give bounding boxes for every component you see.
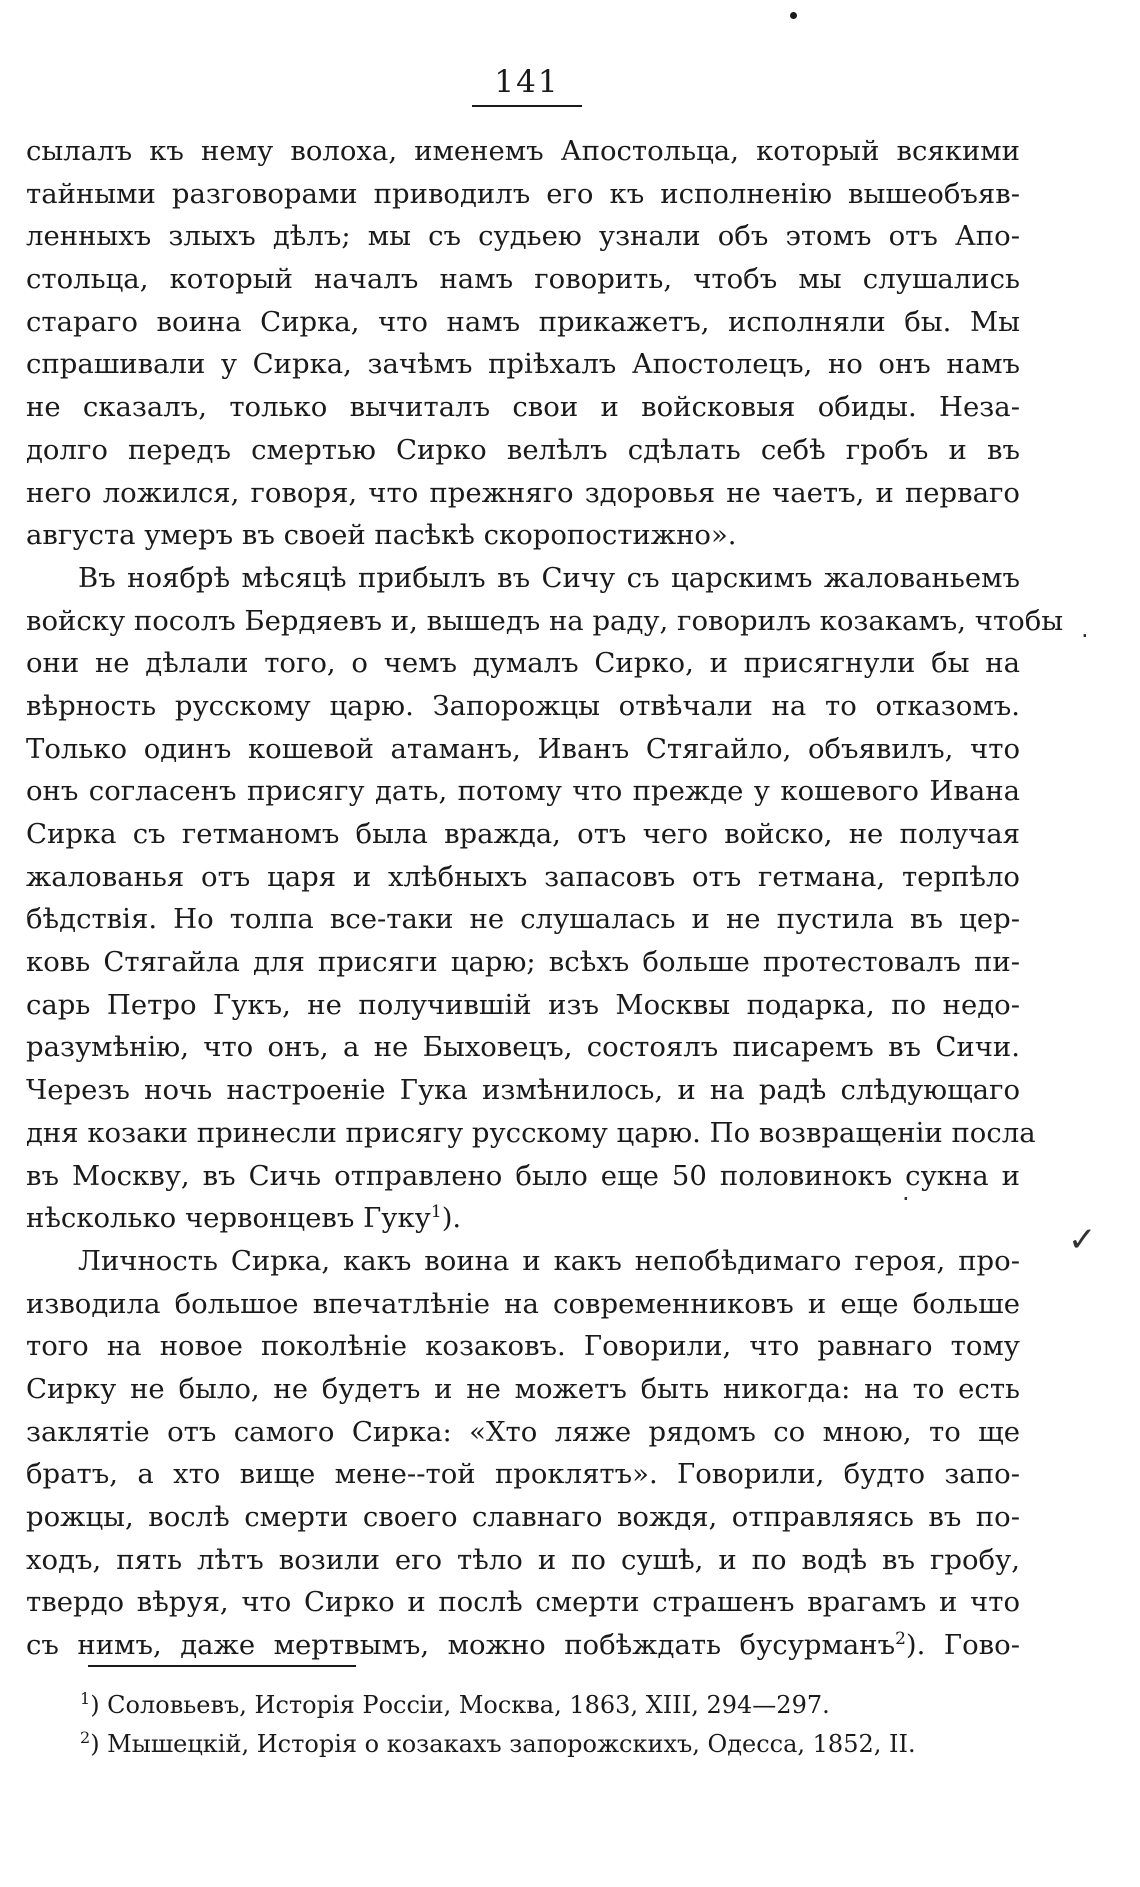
- text-line: [26, 770, 1020, 813]
- text-line-content: него ложился, говоря, что прежняго здоровья не чаетъ, и перваго: [26, 476, 1020, 509]
- text-line-content: разумѣнію, что онъ, а не Быховецъ, состоялъ писаремъ въ Сичи.: [26, 1031, 1020, 1064]
- text-line: [26, 642, 1020, 685]
- text-line-content: сарь Петро Гукъ, не получившій изъ Москвы подарка, по недо-: [26, 988, 1020, 1021]
- text-line: [26, 898, 1020, 941]
- text-line-content: августа умеръ въ своей пасѣкѣ скоропостижно».: [26, 519, 737, 552]
- text-line: [26, 1283, 1020, 1326]
- text-line: [26, 1112, 1036, 1155]
- text-line: [26, 173, 1020, 216]
- page-number-underline: [472, 105, 582, 107]
- text-line-content: того на новое поколѣніе козаковъ. Говорили, что равнаго тому: [26, 1330, 1020, 1363]
- body-text: [26, 130, 1064, 1667]
- margin-dot: ·: [1081, 622, 1089, 650]
- text-line-tail: ). Гово-: [905, 1629, 1020, 1662]
- text-line: [26, 472, 1020, 515]
- text-line: [26, 258, 1020, 301]
- text-line-tail: ).: [441, 1202, 462, 1235]
- footnote: [80, 1725, 980, 1764]
- text-line-content: Сирка съ гетманомъ была вражда, отъ чего войско, не получая: [26, 818, 1020, 850]
- footnote-separator: [88, 1665, 356, 1667]
- text-line: [26, 215, 1020, 258]
- text-line: [26, 130, 1020, 173]
- text-line-content: Сирку не было, не будетъ и не можетъ быть никогда: на то есть: [26, 1372, 1020, 1405]
- text-line-content: не сказалъ, только вычиталъ свои и войсковыя обиды. Неза-: [26, 391, 1020, 424]
- text-line: [26, 514, 1020, 557]
- text-line: [26, 941, 1020, 984]
- text-line: [26, 429, 1020, 472]
- text-line-content: Личность Сирка, какъ воина и какъ непобѣдимаго героя, про-: [78, 1244, 1020, 1277]
- text-line-content: изводила большое впечатлѣніе на современниковъ и еще больше: [26, 1287, 1020, 1320]
- text-line: [26, 1069, 1020, 1112]
- footnote: [80, 1686, 980, 1725]
- page-number: 141: [494, 64, 560, 100]
- text-line: [26, 1624, 1020, 1667]
- text-line: [26, 1026, 1020, 1069]
- text-line: [26, 557, 1020, 600]
- text-line: [26, 1453, 1020, 1496]
- text-line: [26, 685, 1020, 728]
- text-line-content: долго передъ смертью Сирко велѣлъ сдѣлать себѣ гробъ и въ: [26, 433, 1020, 466]
- text-line: [26, 1197, 1020, 1240]
- text-line-content: стараго воина Сирка, что намъ прикажетъ, исполняли бы. Мы: [26, 305, 1020, 338]
- footnote-text: ) Соловьевъ, Исторія Россіи, Москва, 1863, XIII, 294—297.: [90, 1691, 830, 1719]
- text-line-content: заклятіе отъ самого Сирка: «Хто ляже рядомъ со мною, то ще: [26, 1415, 1020, 1448]
- text-line-content: въ Москву, въ Сичь отправлено было еще 50 половинокъ сукна и: [26, 1159, 1020, 1192]
- margin-dot: ·: [902, 1185, 910, 1213]
- text-line-content: съ нимъ, даже мертвымъ, можно побѣждать бусурманъ: [26, 1629, 896, 1662]
- footnote-reference: 1: [430, 1202, 442, 1223]
- text-line-content: ходъ, пять лѣтъ возили его тѣло и по сушѣ, и по водѣ въ гробу,: [26, 1543, 1020, 1576]
- text-line: [26, 386, 1020, 429]
- text-line-content: ленныхъ злыхъ дѣлъ; мы съ судьею узнали объ этомъ отъ Апо-: [26, 220, 1020, 253]
- text-line-content: сылалъ къ нему волоха, именемъ Апостольца, который всякими: [26, 135, 1020, 167]
- text-line-content: Въ ноябрѣ мѣсяцѣ прибылъ въ Сичу съ царскимъ жалованьемъ: [78, 561, 1020, 594]
- text-line-content: вѣрность русскому царю. Запорожцы отвѣчали на то отказомъ.: [26, 689, 1020, 722]
- text-line-content: войску посолъ Бердяевъ и, вышедъ на раду, говорилъ козакамъ, чтобы: [26, 604, 1064, 637]
- text-line: [26, 728, 1020, 771]
- text-line: [26, 1539, 1020, 1582]
- text-line: [26, 984, 1020, 1027]
- text-line-content: жалованья отъ царя и хлѣбныхъ запасовъ отъ гетмана, терпѣло: [26, 860, 1020, 893]
- text-line-content: бѣдствія. Но толпа все-таки не слушалась и не пустила въ цер-: [26, 903, 1020, 936]
- text-line: [26, 1496, 1020, 1539]
- ink-dot: [790, 12, 797, 19]
- text-line: [26, 600, 1064, 643]
- text-line: [26, 813, 1020, 856]
- text-line-content: рожцы, вослѣ смерти своего славнаго вождя, отправляясь въ по-: [26, 1501, 1020, 1533]
- text-line-content: они не дѣлали того, о чемъ думалъ Сирко, и присягнули бы на: [26, 647, 1020, 680]
- text-line: [26, 1411, 1020, 1454]
- footnotes: [80, 1686, 980, 1764]
- text-line: [26, 856, 1020, 899]
- text-line: [26, 1240, 1020, 1283]
- text-line-content: Только одинъ кошевой атаманъ, Иванъ Стягайло, объявилъ, что: [26, 732, 1020, 765]
- text-line: [26, 1155, 1020, 1198]
- text-line: [26, 1581, 1020, 1624]
- text-line-content: онъ согласенъ присягу дать, потому что прежде у кошевого Ивана: [26, 775, 1020, 808]
- text-line-content: спрашивали у Сирка, зачѣмъ пріѣхалъ Апостолецъ, но онъ намъ: [26, 348, 1020, 381]
- text-line-content: твердо вѣруя, что Сирко и послѣ смерти страшенъ врагамъ и что: [26, 1586, 1020, 1619]
- margin-checkmark-icon: ✓: [1068, 1220, 1097, 1260]
- text-line-content: стольца, который началъ намъ говорить, чтобъ мы слушались: [26, 263, 1020, 296]
- text-line-content: ковь Стягайла для присяги царю; всѣхъ больше протестовалъ пи-: [26, 946, 1020, 979]
- footnote-number: 2: [80, 1728, 91, 1747]
- text-line: [26, 1368, 1020, 1411]
- text-line: [26, 1325, 1020, 1368]
- text-line-content: нѣсколько червонцевъ Гуку: [26, 1202, 431, 1235]
- footnote-text: ) Мышецкій, Исторія о козакахъ запорожскихъ, Одесса, 1852, II.: [90, 1730, 916, 1758]
- text-line: [26, 343, 1020, 386]
- text-line-content: братъ, а хто вище мене--той проклятъ». Говорили, будто запо-: [26, 1458, 1020, 1491]
- text-line-content: тайными разговорами приводилъ его къ исполненію вышеобъяв-: [26, 177, 1020, 210]
- footnote-reference: 2: [895, 1628, 906, 1649]
- text-line-content: дня козаки принесли присягу русскому царю. По возвращеніи посла: [26, 1116, 1036, 1149]
- footnote-number: 1: [80, 1689, 91, 1708]
- text-line-content: Черезъ ночь настроеніе Гука измѣнилось, и на радѣ слѣдующаго: [26, 1074, 1020, 1107]
- text-line: [26, 301, 1020, 344]
